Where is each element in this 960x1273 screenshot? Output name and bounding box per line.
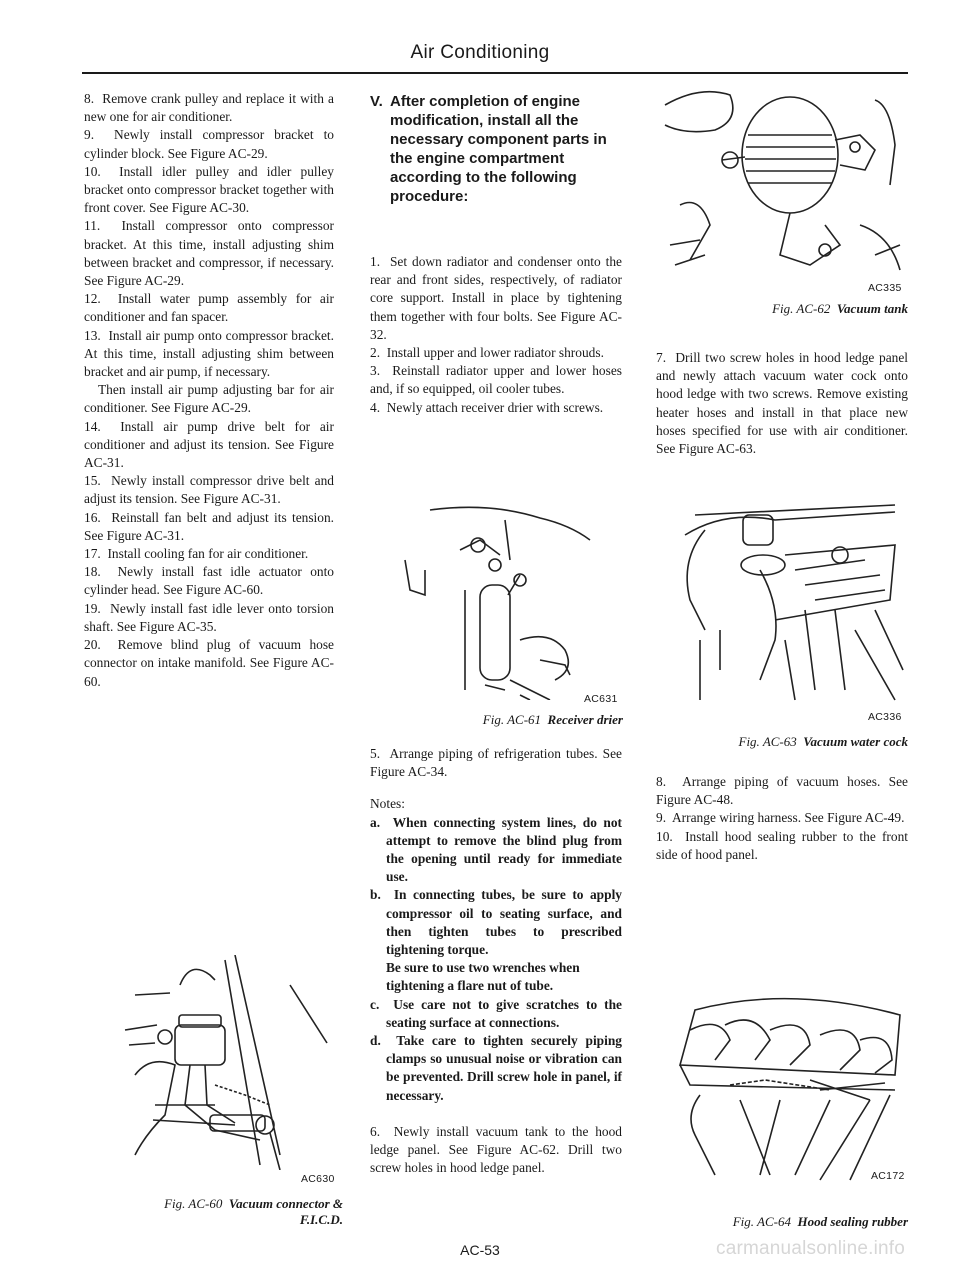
- figure-receiver-drier: [390, 500, 620, 700]
- step-18: 18. Newly install fast idle actuator onto cylinder head. See Figure AC-60.: [84, 564, 335, 598]
- step-4: 4. Newly attach receiver drier with screws.: [370, 399, 604, 415]
- caption-ac-64: Fig. AC-64 Hood sealing rubber: [732, 1214, 908, 1229]
- note-b: b. In connecting tubes, be sure to apply compressor oil to seating surface, and then tighten tubes to prescribed tightening torque.: [370, 887, 622, 958]
- receiver-drier-illustration: [390, 500, 620, 700]
- caption-ac-61: Fig. AC-61 Receiver drier: [482, 712, 623, 727]
- header-rule: [82, 72, 908, 74]
- step-6: 6. Newly install vacuum tank to the hood ledge panel. See Figure AC-62. Drill two screw holes in hood ledge panel.: [370, 1123, 623, 1176]
- page-number: AC-53: [460, 1242, 500, 1258]
- vacuum-tank-illustration: [660, 85, 910, 280]
- figure-code-ac335: AC335: [868, 282, 902, 294]
- column-2-steps: [370, 253, 622, 417]
- step-14: 14. Install air pump drive belt for air conditioner and adjust its tension. See Figure AC-31.: [84, 418, 334, 471]
- step-8: 8. Remove crank pulley and replace it with a new one for air conditioner.: [84, 91, 334, 125]
- column-2-lower: [370, 745, 622, 1177]
- figure-hood-sealing-rubber: [670, 985, 910, 1185]
- step-11: 11. Install compressor onto compressor bracket. At this time, install adjusting shim between bracket and compressor, if necessary. See Figure AC-29.: [84, 218, 334, 289]
- step-5: 5. Arrange piping of refrigeration tubes. See Figure AC-34.: [370, 746, 622, 780]
- notes-list: [370, 814, 622, 1105]
- step-12: 12. Install water pump assembly for air conditioner and fan spacer.: [84, 291, 334, 325]
- vacuum-water-cock-illustration: [665, 500, 905, 705]
- caption-ac-63: Fig. AC-63 Vacuum water cock: [738, 734, 908, 749]
- step-17: 17. Install cooling fan for air conditioner.: [84, 546, 309, 562]
- figure-vacuum-connector: [95, 955, 345, 1170]
- figure-code-ac172: AC172: [871, 1170, 905, 1182]
- notes-label: Notes:: [370, 796, 405, 812]
- figure-vacuum-water-cock: [665, 500, 905, 705]
- hood-sealing-rubber-illustration: [670, 985, 910, 1185]
- note-a: a. When connecting system lines, do not attempt to remove the blind plug from the opening until ready for immediate use.: [370, 814, 622, 885]
- note-c: c. Use care not to give scratches to the seating surface at connections.: [370, 996, 622, 1030]
- column-1: [84, 90, 334, 691]
- step-13: 13. Install air pump onto compressor bracket. At this time, install adjusting shim between bracket and air pump, if necessary.: [84, 327, 334, 380]
- step-1: 1. Set down radiator and condenser onto the rear and front sides, respectively, of radiator core support. Install in place by tightening them together with four bolts. See Figure AC-32.: [370, 254, 622, 342]
- figure-vacuum-tank: [660, 85, 910, 280]
- note-d: d. Take care to tighten securely piping clamps so unusual noise or vibration can be prevented. Drill screw hole in panel, if necessary.: [370, 1033, 622, 1103]
- step-10-col3: 10. Install hood sealing rubber to the front side of hood panel.: [656, 828, 908, 862]
- step-10: 10. Install idler pulley and idler pulley bracket onto compressor bracket together with front cover. See Figure AC-30.: [84, 163, 334, 216]
- step-13-continued: Then install air pump adjusting bar for air conditioner. See Figure AC-29.: [84, 382, 334, 416]
- step-2: 2. Install upper and lower radiator shrouds.: [370, 345, 604, 361]
- watermark: carmanualsonline.info: [716, 1238, 906, 1259]
- step-19: 19. Newly install fast idle lever onto torsion shaft. See Figure AC-35.: [84, 600, 334, 634]
- figure-code-ac336: AC336: [868, 711, 902, 723]
- caption-ac-62: Fig. AC-62 Vacuum tank: [772, 301, 908, 316]
- vacuum-connector-illustration: [95, 955, 345, 1170]
- step-20: 20. Remove blind plug of vacuum hose connector on intake manifold. See Figure AC-60.: [84, 637, 334, 689]
- column-3-step-7: [656, 349, 908, 458]
- caption-ac-60: Fig. AC-60 Vacuum connector & F.I.C.D.: [164, 1196, 343, 1227]
- step-9-col3: 9. Arrange wiring harness. See Figure AC-49.: [656, 810, 905, 826]
- page-title: Air Conditioning: [410, 42, 550, 63]
- step-16: 16. Reinstall fan belt and adjust its tension. See Figure AC-31.: [84, 509, 334, 543]
- figure-code-ac631: AC631: [584, 693, 618, 705]
- figure-code-ac630: AC630: [301, 1173, 335, 1185]
- step-9: 9. Newly install compressor bracket to cylinder block. See Figure AC-29.: [84, 127, 334, 161]
- step-7: 7. Drill two screw holes in hood ledge panel and newly attach vacuum water cock onto hood ledge with two screws. Remove existing heater hoses and install in that place new hoses specified for use with air conditioner. See Figure AC-63.: [656, 350, 908, 457]
- step-8-col3: 8. Arrange piping of vacuum hoses. See Figure AC-48.: [656, 774, 908, 808]
- step-15: 15. Newly install compressor drive belt and adjust its tension. See Figure AC-31.: [84, 473, 335, 507]
- note-b-extra: Be sure to use two wrenches when tightening a flare nut of tube.: [386, 960, 580, 994]
- section-heading: V. After completion of engine modification, install all the necessary component parts in the engine compartment according to the following procedure:: [370, 93, 607, 205]
- step-3: 3. Reinstall radiator upper and lower hoses and, if so equipped, oil cooler tubes.: [370, 363, 622, 397]
- column-3-steps: [656, 773, 908, 864]
